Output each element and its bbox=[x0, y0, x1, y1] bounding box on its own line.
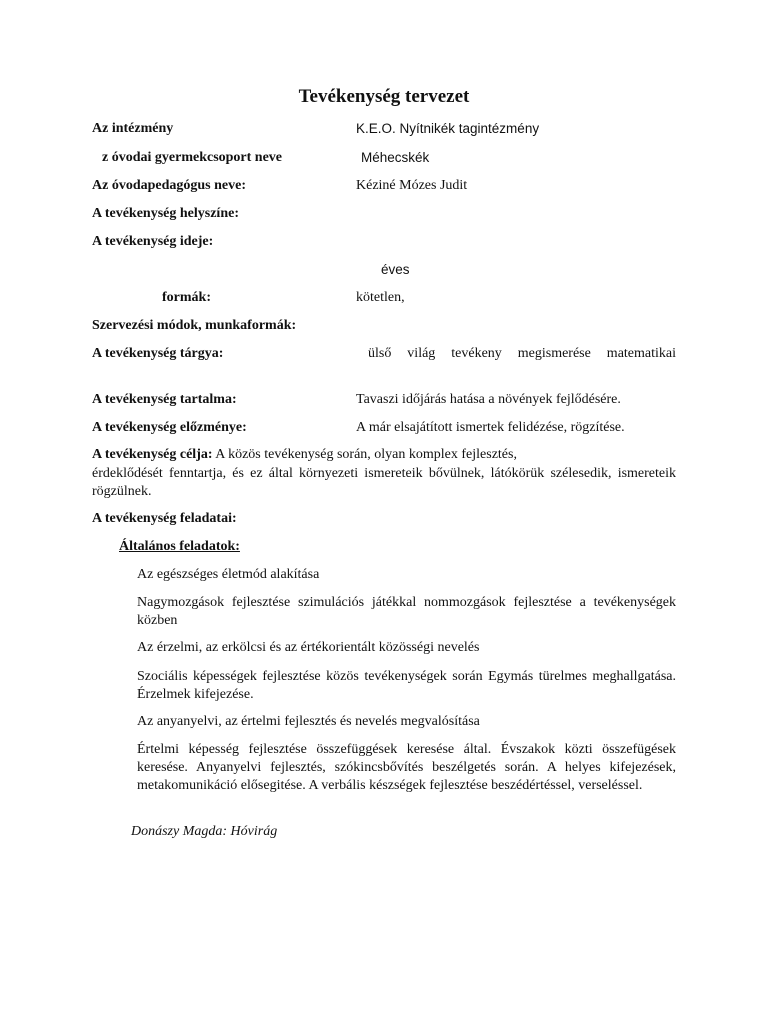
institution-value: K.E.O. Nyítnikék tagintézmény bbox=[356, 121, 540, 136]
content-label: A tevékenység tartalma: bbox=[92, 392, 237, 407]
group-name-value: Méhecskék bbox=[361, 150, 430, 165]
goal-label: A tevékenység célja: bbox=[92, 447, 213, 462]
goal-first-line bbox=[92, 447, 517, 463]
group-name-label: z óvodai gyermekcsoport neve bbox=[102, 150, 283, 165]
institution-label: Az intézmény bbox=[92, 121, 174, 136]
content-value: Tavaszi időjárás hatása a növények fejlődésére. bbox=[356, 392, 621, 407]
tasks-label: A tevékenység feladatai: bbox=[92, 511, 237, 526]
time-label: A tevékenység ideje: bbox=[92, 234, 214, 249]
teacher-label: Az óvodapedagógus neve: bbox=[92, 178, 247, 193]
subject-label: A tevékenység tárgya: bbox=[92, 346, 224, 361]
goal-text-rest: érdeklődését fenntartja, és ez által környezeti ismereteik bővülnek, látókörük szélesedik, ismereteik rögzülnek. bbox=[92, 466, 676, 499]
task-item: Szociális képességek fejlesztése közös tevékenységek során Egymás türelmes meghallgatása. Érzelmek kifejezése. bbox=[137, 669, 676, 702]
subject-value: ülső világ tevékeny megismerése matematikai bbox=[368, 346, 676, 361]
forms-label: formák: bbox=[162, 290, 211, 305]
organization-label: Szervezési módok, munkaformák: bbox=[92, 318, 297, 333]
task-item: Nagymozgások fejlesztése szimulációs játékkal nommozgások fejlesztése a tevékenységek közben bbox=[137, 595, 676, 628]
task-item: Értelmi képesség fejlesztése összefüggések keresése által. Évszakok közti összefügések keresése. Anyanyelvi fejlesztés, szókincsbővítés beszélgetés során. A helyes kifejezések, metakomunikáció elősegitése. A verbális készségek fejlesztése beszédértéssel, verseléssel. bbox=[137, 742, 676, 793]
general-tasks-heading: Általános feladatok: bbox=[119, 539, 240, 554]
forms-value: kötetlen, bbox=[356, 290, 405, 305]
poem-reference: Donászy Magda: Hóvirág bbox=[131, 824, 278, 839]
task-item: Az érzelmi, az erkölcsi és az értékorientált közösségi nevelés bbox=[137, 640, 480, 655]
antecedent-label: A tevékenység előzménye: bbox=[92, 420, 247, 435]
age-value: éves bbox=[381, 262, 410, 277]
goal-text-start: A közös tevékenység során, olyan komplex fejlesztés, bbox=[212, 447, 517, 462]
location-label: A tevékenység helyszíne: bbox=[92, 206, 239, 221]
document-title: Tevékenység tervezet bbox=[298, 86, 470, 107]
task-item: Az anyanyelvi, az értelmi fejlesztés és nevelés megvalósítása bbox=[137, 714, 480, 729]
antecedent-value: A már elsajátított ismertek felidézése, rögzítése. bbox=[356, 420, 625, 435]
task-item: Az egészséges életmód alakítása bbox=[137, 567, 320, 582]
teacher-value: Kéziné Mózes Judit bbox=[356, 178, 468, 193]
